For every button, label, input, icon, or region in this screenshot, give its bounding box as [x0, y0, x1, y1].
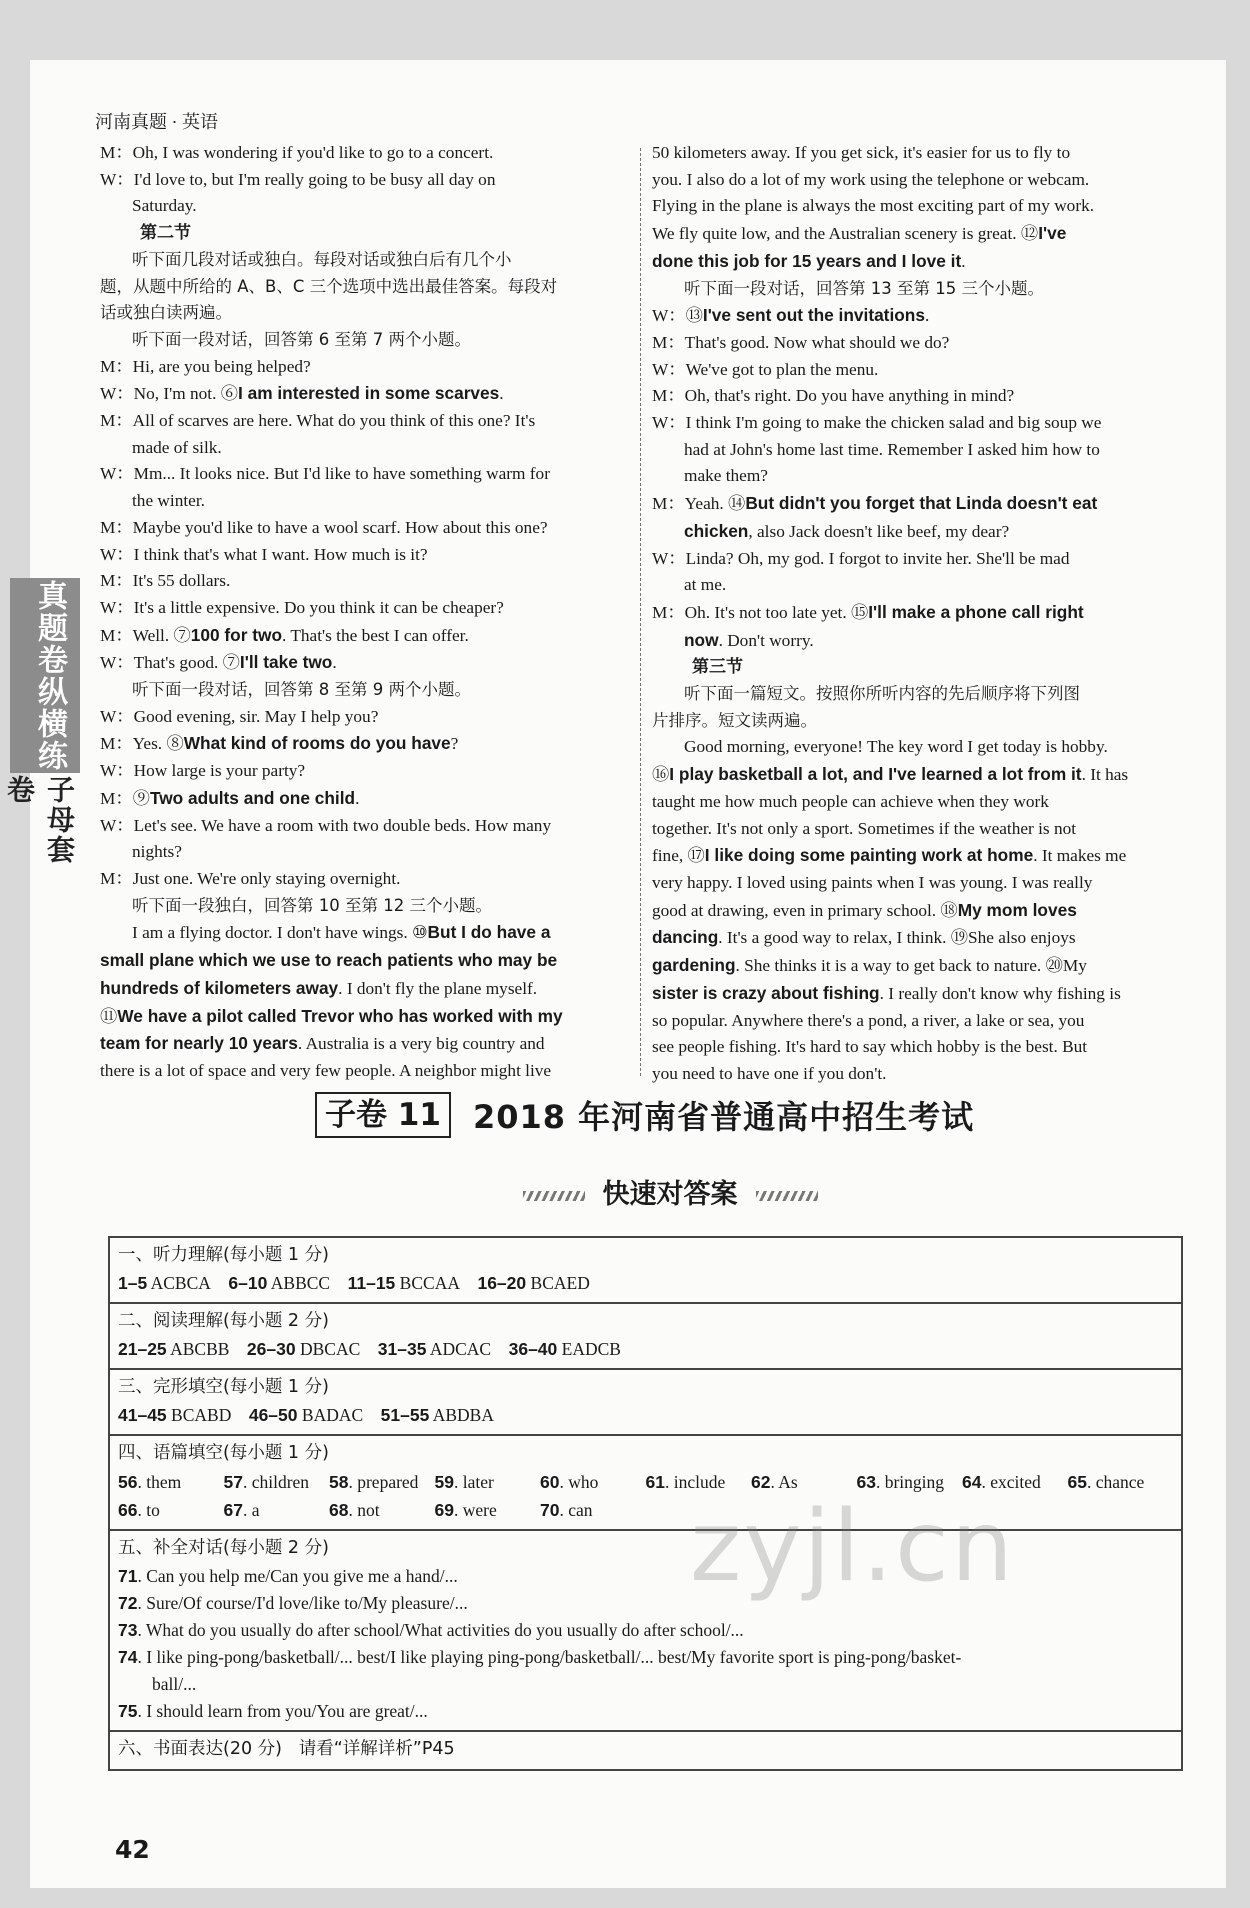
transcript-line [100, 1058, 633, 1085]
transcript-line [100, 866, 633, 893]
line-text: you need to have one if you don't. [652, 1063, 887, 1083]
answer-text: ABBCC [267, 1273, 348, 1293]
answer-text: . Sure/Of course/I'd love/like to/My pleasure/... [137, 1593, 468, 1613]
speaker-label: M： [652, 602, 685, 622]
key-sentence: But I do have a [427, 922, 551, 943]
answer-text: . I should learn from you/You are great/... [137, 1701, 428, 1721]
answer-text: ABDBA [429, 1405, 512, 1425]
transcript-line [652, 789, 1180, 816]
key-sentence: dancing [652, 927, 719, 948]
instruction-line: 听下面一段对话，回答第 13 至第 15 三个小题。 [684, 278, 1044, 298]
line-text: Good evening, sir. May I help you? [133, 706, 379, 726]
section-title: 六、书面表达(20 分) 请看“详解详析”P45 [118, 1739, 455, 1759]
instruction-line: 题，从题中所给的 A、B、C 三个选项中选出最佳答案。每段对 [100, 276, 558, 296]
answer-row [118, 1644, 1173, 1671]
line-text: had at John's home last time. Remember I asked him how to [684, 439, 1100, 459]
instruction-line: 片排序。短文读两遍。 [652, 710, 817, 730]
answer-line [118, 1270, 1173, 1297]
answer-text: . were [453, 1500, 497, 1520]
column-divider [640, 148, 641, 1076]
transcript-line [652, 816, 1180, 843]
question-number: 66 [118, 1500, 138, 1520]
question-number: 64 [962, 1472, 982, 1492]
answer-section-listening [110, 1238, 1181, 1304]
key-sentence: We have a pilot called Trevor who has worked with my [117, 1005, 563, 1026]
line-text: Hi, are you being helped? [132, 356, 311, 376]
question-number: 56 [118, 1472, 138, 1492]
key-sentence: I play basketball a lot, and I've learned a lot from it [669, 764, 1082, 785]
transcript-line [100, 193, 633, 220]
transcript-line [652, 220, 1180, 248]
exam-tag: 子卷 11 [315, 1092, 451, 1138]
transcript-line [652, 1034, 1180, 1061]
line-text: so popular. Anywhere there's a pond, a river, a lake or sea, you [652, 1010, 1085, 1030]
transcript-line [100, 975, 633, 1003]
instruction-line: 听下面几段对话或独白。每段对话或独白后有几个小 [132, 249, 512, 269]
line-text: made of silk. [132, 437, 222, 457]
question-number: 69 [434, 1500, 454, 1520]
question-number: 68 [329, 1500, 349, 1520]
line-text: I'd love to, but I'm really going to be busy all day on [133, 169, 496, 189]
speaker-label: M： [100, 625, 133, 645]
question-number: 60 [540, 1472, 560, 1492]
answer-cell [224, 1468, 330, 1496]
question-number: 58 [329, 1472, 349, 1492]
exam-title [315, 1092, 995, 1142]
question-range: 11–15 [347, 1273, 396, 1293]
line-text: . [332, 653, 337, 673]
line-text: That's good. Now what should we do? [684, 332, 950, 352]
line-text: . It's a good way to relax, I think. ⑲She also enjoys [718, 928, 1076, 948]
answer-section-writing [110, 1732, 1181, 1769]
line-text: Well. ⑦ [132, 625, 191, 645]
instruction-line: 听下面一段对话，回答第 8 至第 9 两个小题。 [132, 680, 471, 700]
line-text: Oh, that's right. Do you have anything in mind? [684, 386, 1015, 406]
line-text: Oh, I was wondering if you'd like to go to a concert. [132, 143, 494, 162]
question-number: 65 [1067, 1472, 1087, 1492]
line-text: We fly quite low, and the Australian scenery is great. ⑫ [652, 224, 1039, 244]
line-text: . Australia is a very big country and [297, 1034, 545, 1054]
transcript-line [652, 463, 1180, 490]
answer-text: . to [137, 1500, 160, 1520]
key-sentence: I'll take two [239, 652, 333, 673]
key-sentence: sister is crazy about fishing [652, 982, 880, 1003]
section-title: 二、阅读理解(每小题 2 分) [118, 1311, 329, 1331]
side-tab: 真题卷纵横练 [10, 578, 80, 773]
exam-title-text: 2018 年河南省普通高中招生考试 [472, 1098, 975, 1136]
line-text: No, I'm not. ⑥ [133, 384, 238, 404]
answer-cell [540, 1468, 646, 1496]
answer-text: ball/... [152, 1674, 197, 1694]
line-text: . It has [1081, 765, 1129, 785]
question-number: 61 [645, 1472, 665, 1492]
transcript-line [652, 761, 1180, 789]
line-text: Flying in the plane is always the most exciting part of my work. [652, 196, 1095, 216]
transcript-line [652, 167, 1180, 194]
answer-text: . excited [981, 1472, 1041, 1492]
question-number: 73 [118, 1620, 138, 1640]
transcript-line [652, 330, 1180, 357]
speaker-label: M： [100, 868, 133, 888]
answer-text: . include [664, 1472, 726, 1492]
line-text: . I really don't know why fishing is [879, 983, 1121, 1003]
question-range: 51–55 [380, 1405, 430, 1425]
line-text: make them? [684, 466, 768, 486]
transcript-left-column [100, 140, 633, 1085]
transcript-line [100, 515, 633, 542]
line-text: ⑪ [100, 1006, 118, 1026]
transcript-line [100, 461, 633, 488]
decor-hatch-right [756, 1191, 818, 1201]
line-text: Let's see. We have a room with two double beds. How many [133, 815, 552, 835]
line-text: Good morning, everyone! The key word I get today is hobby. [684, 737, 1108, 757]
line-text: . Don't worry. [718, 630, 814, 650]
question-range: 16–20 [477, 1273, 527, 1293]
answer-text: . later [453, 1472, 494, 1492]
question-number: 67 [223, 1500, 243, 1520]
question-number: 63 [856, 1472, 876, 1492]
question-number: 74 [118, 1647, 138, 1667]
transcript-line [100, 568, 633, 595]
answer-section-reading [110, 1304, 1181, 1370]
line-text: there is a lot of space and very few people. A neighbor might live [100, 1060, 552, 1080]
question-range: 26–30 [246, 1339, 296, 1359]
line-text: That's good. ⑦ [133, 653, 240, 673]
line-text: . It makes me [1033, 846, 1127, 866]
line-text: I am a flying doctor. I don't have wings. ⑩ [132, 923, 428, 943]
question-number: 57 [223, 1472, 243, 1492]
line-text: ⑨ [132, 788, 150, 808]
answer-text: . As [770, 1472, 798, 1492]
transcript-line [100, 1003, 633, 1031]
key-sentence: I've [1038, 223, 1067, 244]
question-number: 75 [118, 1701, 138, 1721]
question-number: 71 [118, 1566, 138, 1586]
key-sentence: team for nearly 10 years [100, 1033, 298, 1054]
line-text: you. I also do a lot of my work using the telephone or webcam. [652, 169, 1090, 189]
speaker-label: M： [100, 143, 133, 162]
writing-note: 请看“详解详析”P45 [298, 1739, 455, 1759]
transcript-line [652, 842, 1180, 870]
transcript-line [652, 870, 1180, 897]
line-text: Mm... It looks nice. But I'd like to have something warm for [133, 464, 550, 484]
key-sentence: What kind of rooms do you have [183, 733, 451, 754]
line-text: very happy. I loved using paints when I was young. I was really [652, 872, 1093, 892]
speaker-label: W： [652, 306, 686, 326]
answer-cell [329, 1496, 435, 1524]
instruction-line: 听下面一段对话，回答第 6 至第 7 两个小题。 [132, 329, 471, 349]
transcript-line [100, 704, 633, 731]
transcript-line [100, 595, 633, 622]
answer-cell [435, 1468, 541, 1496]
answer-cell [1068, 1468, 1174, 1496]
line-text: , also Jack doesn't like beef, my dear? [748, 521, 1010, 541]
answer-section-gap-fill [110, 1436, 1181, 1531]
transcript-line [100, 408, 633, 435]
line-text: ⑬ [685, 306, 703, 326]
answer-section-dialogue [110, 1531, 1181, 1732]
side-tab-sub: 子母套卷 [3, 775, 76, 865]
answer-text: . not [348, 1500, 380, 1520]
decor-hatch-left [523, 1191, 585, 1201]
transcript-line [652, 1008, 1180, 1035]
transcript-line [100, 919, 633, 947]
line-text: I think I'm going to make the chicken salad and big soup we [685, 413, 1102, 433]
transcript-line [100, 947, 633, 975]
key-sentence: I've sent out the invitations [702, 305, 925, 326]
transcript-line [652, 437, 1180, 464]
transcript-line [652, 357, 1180, 384]
question-number: 62 [751, 1472, 771, 1492]
transcript-line [652, 599, 1180, 627]
answer-text: BCCAA [395, 1273, 478, 1293]
line-text: fine, ⑰ [652, 846, 705, 866]
line-text: . That's the best I can offer. [282, 625, 469, 645]
line-text: It's a little expensive. Do you think it can be cheaper? [133, 597, 504, 617]
line-text: ? [450, 734, 459, 754]
key-sentence: But didn't you forget that Linda doesn't eat [745, 493, 1098, 514]
section-heading: 第二节 [140, 223, 191, 244]
answer-text: BCAED [526, 1273, 608, 1293]
key-sentence: I am interested in some scarves [238, 383, 500, 404]
transcript-line [100, 730, 633, 758]
answer-text: . What do you usually do after school/What activities do you usually do after school/... [137, 1620, 744, 1640]
key-sentence: chicken [684, 520, 749, 541]
speaker-label: M： [652, 386, 685, 406]
answer-key-title: 快速对答案 [602, 1179, 738, 1210]
key-sentence: My mom loves [957, 899, 1077, 920]
line-text: ⑯ [652, 765, 670, 785]
line-text: the winter. [132, 491, 205, 511]
transcript-line [652, 734, 1180, 761]
question-range: 1–5 [118, 1273, 148, 1293]
speaker-label: M： [100, 734, 133, 754]
key-sentence: I'll make a phone call right [868, 601, 1084, 622]
answer-text: . them [137, 1472, 182, 1492]
transcript-line [100, 140, 633, 167]
question-number: 70 [540, 1500, 560, 1520]
transcript-right-column [652, 140, 1180, 1088]
transcript-line [652, 1061, 1180, 1088]
transcript-line [652, 140, 1180, 167]
speaker-label: W： [652, 548, 686, 568]
answer-text: EADCB [557, 1339, 639, 1359]
transcript-line [652, 410, 1180, 437]
line-text: 50 kilometers away. If you get sick, it's easier for us to fly to [652, 143, 1071, 162]
line-text: taught me how much people can achieve when they work [652, 791, 1049, 811]
speaker-label: M： [652, 494, 685, 514]
instruction-line: 听下面一篇短文。按照你所听内容的先后顺序将下列图 [684, 684, 1080, 704]
line-text: . [355, 788, 360, 808]
key-sentence: gardening [652, 955, 736, 976]
key-sentence: Two adults and one child [149, 787, 356, 808]
speaker-label: W： [100, 815, 134, 835]
answer-text: . a [242, 1500, 260, 1520]
transcript-line [652, 980, 1180, 1008]
transcript-line [652, 924, 1180, 952]
line-text: All of scarves are here. What do you think of this one? It's [132, 411, 536, 431]
section-title: 四、语篇填空(每小题 1 分) [118, 1443, 329, 1463]
answer-cell [540, 1496, 646, 1524]
answer-text: . can [559, 1500, 593, 1520]
speaker-label: M： [100, 411, 133, 431]
instruction-line: 听下面一段独白，回答第 10 至第 12 三个小题。 [132, 895, 492, 915]
transcript-line [100, 649, 633, 677]
answer-text: ACBCA [147, 1273, 229, 1293]
line-text: good at drawing, even in primary school. ⑱ [652, 900, 958, 920]
answer-row [118, 1617, 1173, 1644]
transcript-line [652, 302, 1180, 330]
transcript-line [100, 488, 633, 515]
answer-key-heading [470, 1172, 870, 1211]
key-sentence: I like doing some painting work at home [704, 845, 1034, 866]
answer-text: ADCAC [426, 1339, 509, 1359]
line-text: at me. [684, 575, 727, 595]
answer-text: . who [559, 1472, 599, 1492]
line-text: Linda? Oh, my god. I forgot to invite her. She'll be mad [685, 548, 1070, 568]
line-text: together. It's not only a sport. Sometimes if the weather is not [652, 818, 1077, 838]
line-text: Yes. ⑧ [132, 734, 184, 754]
answer-cell [118, 1468, 224, 1496]
answer-key-table [108, 1236, 1183, 1771]
transcript-line [100, 839, 633, 866]
section-title: 一、听力理解(每小题 1 分) [118, 1245, 329, 1265]
answer-text: . prepared [348, 1472, 419, 1492]
answer-text: . Can you help me/Can you give me a hand/... [137, 1566, 458, 1586]
section-title: 五、补全对话(每小题 2 分) [118, 1538, 329, 1558]
transcript-line [652, 518, 1180, 546]
transcript-line [100, 542, 633, 569]
answer-cell [118, 1496, 224, 1524]
speaker-label: M： [100, 517, 133, 537]
transcript-line [100, 622, 633, 650]
answer-text: . bringing [875, 1472, 945, 1492]
line-text: . She thinks it is a way to get back to nature. ⑳My [735, 956, 1087, 976]
speaker-label: M： [100, 788, 133, 808]
line-text: Saturday. [132, 196, 197, 216]
question-range: 36–40 [508, 1339, 558, 1359]
instruction-line: 话或独白读两遍。 [100, 303, 232, 323]
line-text: . [961, 251, 966, 271]
line-text: see people fishing. It's hard to say which hobby is the best. But [652, 1037, 1088, 1057]
key-sentence: 100 for two [190, 624, 283, 645]
transcript-line [652, 193, 1180, 220]
transcript-line [652, 627, 1180, 655]
line-text: Just one. We're only staying overnight. [132, 868, 401, 888]
line-text: nights? [132, 842, 182, 862]
answer-line [118, 1402, 1173, 1429]
answer-row [118, 1698, 1173, 1725]
speaker-label: W： [652, 413, 686, 433]
speaker-label: M： [100, 571, 133, 591]
transcript-line [100, 167, 633, 194]
answer-text: BCABD [166, 1405, 249, 1425]
line-text: We've got to plan the menu. [685, 359, 879, 379]
key-sentence: small plane which we use to reach patients who may be [100, 950, 558, 971]
answer-text: DBCAC [295, 1339, 378, 1359]
answer-text: ABCBB [166, 1339, 247, 1359]
speaker-label: W： [100, 597, 134, 617]
transcript-line [652, 490, 1180, 518]
line-text: Maybe you'd like to have a wool scarf. How about this one? [132, 517, 548, 537]
question-range: 21–25 [118, 1339, 167, 1359]
line-text: . I don't fly the plane myself. [338, 978, 538, 998]
transcript-line [652, 897, 1180, 925]
transcript-line [100, 785, 633, 813]
question-range: 46–50 [248, 1405, 298, 1425]
line-text: It's 55 dollars. [132, 571, 231, 591]
answer-cell [435, 1496, 541, 1524]
transcript-line [100, 1030, 633, 1058]
speaker-label: W： [100, 544, 134, 564]
answer-line [118, 1336, 1173, 1363]
question-range: 41–45 [118, 1405, 167, 1425]
transcript-line [652, 248, 1180, 276]
line-text: . [499, 384, 504, 404]
page-header: 河南真题 · 英语 [95, 112, 218, 132]
answer-text: . I like ping-pong/basketball/... best/I like playing ping-pong/basketball/... best/My favorite sport is ping-pong/basket- [137, 1647, 962, 1667]
page-number: 42 [115, 1835, 150, 1864]
answer-cell [329, 1468, 435, 1496]
line-text: How large is your party? [133, 761, 306, 781]
line-text: . [924, 306, 930, 326]
section-heading: 第三节 [692, 657, 743, 678]
transcript-line [652, 546, 1180, 573]
line-text: Oh. It's not too late yet. ⑮ [684, 602, 869, 622]
answer-section-cloze [110, 1370, 1181, 1436]
speaker-label: W： [100, 761, 134, 781]
answer-text: BADAC [297, 1405, 381, 1425]
answer-row [118, 1671, 1173, 1698]
watermark: zyjl.cn [690, 1490, 1016, 1604]
speaker-label: M： [100, 356, 133, 376]
speaker-label: W： [100, 706, 134, 726]
transcript-line [100, 435, 633, 462]
question-range: 31–35 [377, 1339, 427, 1359]
key-sentence: hundreds of kilometers away [100, 977, 339, 998]
transcript-line [100, 813, 633, 840]
transcript-line [100, 380, 633, 408]
answer-text: . chance [1086, 1472, 1145, 1492]
question-range: 6–10 [228, 1273, 268, 1293]
section-title: 三、完形填空(每小题 1 分) [118, 1377, 329, 1397]
speaker-label: W： [100, 169, 134, 189]
transcript-line [652, 572, 1180, 599]
transcript-line [100, 354, 633, 381]
transcript-line [652, 383, 1180, 410]
line-text: I think that's what I want. How much is it? [133, 544, 428, 564]
transcript-line [100, 758, 633, 785]
key-sentence: done this job for 15 years and I love it [652, 250, 962, 271]
speaker-label: W： [652, 359, 686, 379]
question-number: 72 [118, 1593, 138, 1613]
speaker-label: W： [100, 653, 134, 673]
answer-cell [224, 1496, 330, 1524]
question-number: 59 [434, 1472, 454, 1492]
line-text: Yeah. ⑭ [684, 494, 746, 514]
answer-text: . children [242, 1472, 310, 1492]
speaker-label: W： [100, 464, 134, 484]
speaker-label: W： [100, 384, 134, 404]
speaker-label: M： [652, 332, 685, 352]
transcript-line [652, 952, 1180, 980]
key-sentence: now [684, 629, 719, 650]
